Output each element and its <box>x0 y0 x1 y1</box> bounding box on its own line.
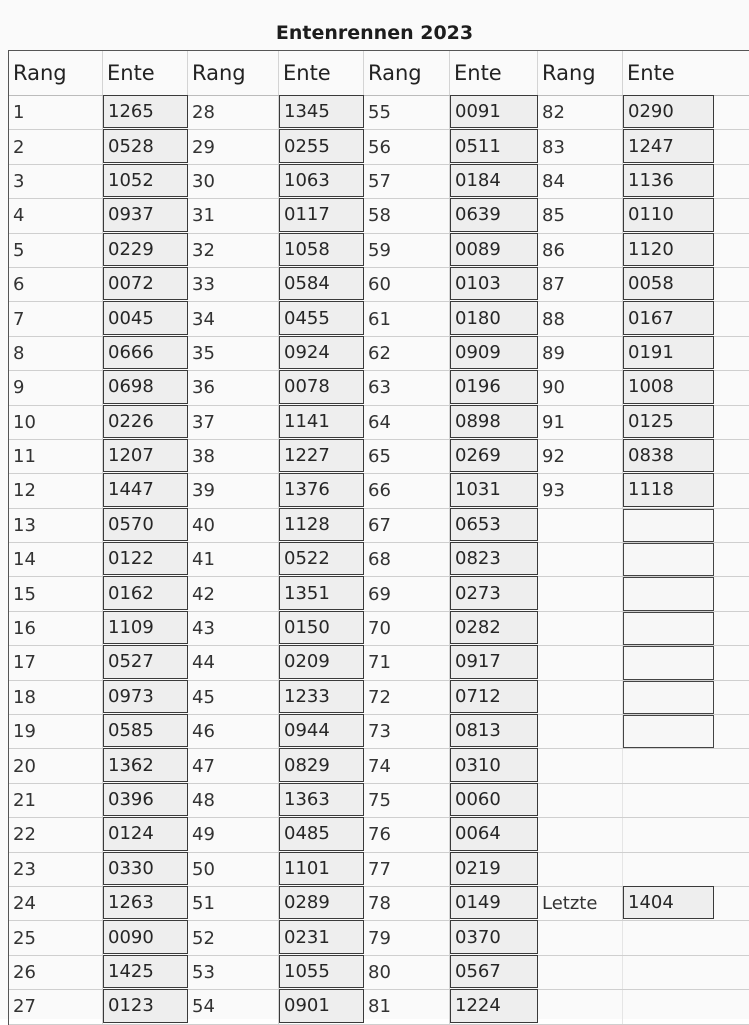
duck-number-cell: 0180 <box>450 301 538 334</box>
rank-cell: 65 <box>364 440 450 473</box>
duck-number-cell: 0124 <box>103 817 188 850</box>
rank-cell: 4 <box>9 199 103 232</box>
table-row <box>9 921 749 955</box>
rank-cell: 27 <box>9 990 103 1023</box>
rank-cell: 72 <box>364 681 450 714</box>
rank-cell: 30 <box>188 165 279 198</box>
duck-number-cell: 0485 <box>279 817 364 850</box>
rank-cell: 45 <box>188 681 279 714</box>
duck-number-cell: 0064 <box>450 817 538 850</box>
duck-number-cell: 0273 <box>450 576 538 609</box>
duck-number-cell: 1008 <box>623 370 714 403</box>
rank-cell: 37 <box>188 406 279 439</box>
duck-number-cell: 0898 <box>450 405 538 438</box>
rank-cell: 11 <box>9 440 103 473</box>
duck-number-cell: 1345 <box>279 95 364 128</box>
rank-cell: 54 <box>188 990 279 1023</box>
rank-cell: 51 <box>188 887 279 920</box>
duck-number-cell: 1031 <box>450 473 538 506</box>
table-row <box>9 681 749 715</box>
duck-number-cell: 0823 <box>450 542 538 575</box>
rank-cell: 63 <box>364 371 450 404</box>
duck-number-cell: 0226 <box>103 405 188 438</box>
duck-number-cell: 1207 <box>103 439 188 472</box>
duck-number-cell <box>623 681 714 714</box>
duck-number-cell: 1351 <box>279 576 364 609</box>
duck-number-cell <box>623 646 714 679</box>
rank-cell <box>538 543 623 576</box>
rank-cell: 83 <box>538 130 623 163</box>
rank-cell: 44 <box>188 646 279 679</box>
rank-cell: 68 <box>364 543 450 576</box>
duck-number-cell: 0117 <box>279 198 364 231</box>
rank-cell: 89 <box>538 337 623 370</box>
rank-cell: 91 <box>538 406 623 439</box>
rank-cell <box>538 646 623 679</box>
duck-number-cell <box>623 818 714 851</box>
rank-cell: 90 <box>538 371 623 404</box>
rank-cell: 73 <box>364 715 450 748</box>
rank-cell: 59 <box>364 234 450 267</box>
table-row <box>9 543 749 577</box>
rank-cell: 15 <box>9 577 103 610</box>
rank-cell: 25 <box>9 921 103 954</box>
rank-cell: 85 <box>538 199 623 232</box>
duck-number-cell: 1120 <box>623 233 714 266</box>
rank-cell: 33 <box>188 268 279 301</box>
rank-cell <box>538 921 623 954</box>
rank-cell: 71 <box>364 646 450 679</box>
rank-cell: 31 <box>188 199 279 232</box>
header-rang: Rang <box>188 51 279 95</box>
duck-number-cell: 1058 <box>279 233 364 266</box>
duck-number-cell: 0162 <box>103 576 188 609</box>
duck-number-cell: 0122 <box>103 542 188 575</box>
duck-number-cell: 0184 <box>450 164 538 197</box>
duck-number-cell: 0149 <box>450 886 538 919</box>
duck-number-cell: 0289 <box>279 886 364 919</box>
sheet-title: Entenrennen 2023 <box>275 22 474 44</box>
header-ente: Ente <box>279 51 364 95</box>
duck-number-cell: 0330 <box>103 852 188 885</box>
rank-cell: 56 <box>364 130 450 163</box>
rank-cell: 24 <box>9 887 103 920</box>
table-row <box>9 268 749 302</box>
duck-number-cell: 1128 <box>279 508 364 541</box>
duck-number-cell: 0125 <box>623 405 714 438</box>
rank-cell <box>538 749 623 782</box>
duck-number-cell: 0229 <box>103 233 188 266</box>
rank-cell <box>538 784 623 817</box>
duck-number-cell: 0231 <box>279 920 364 953</box>
rank-cell: 3 <box>9 165 103 198</box>
results-table <box>8 50 749 1025</box>
duck-number-cell <box>623 577 714 610</box>
table-row <box>9 646 749 680</box>
rank-cell: 77 <box>364 853 450 886</box>
header-ente: Ente <box>627 61 675 85</box>
rank-cell <box>538 818 623 851</box>
rank-cell <box>538 509 623 542</box>
duck-number-cell: 0639 <box>450 198 538 231</box>
duck-number-cell: 0813 <box>450 714 538 747</box>
duck-number-cell: 0110 <box>623 198 714 231</box>
duck-number-cell <box>623 543 714 576</box>
rank-cell: 40 <box>188 509 279 542</box>
rank-cell: 55 <box>364 96 450 129</box>
table-row <box>9 956 749 990</box>
rank-cell: 38 <box>188 440 279 473</box>
duck-number-cell: 1109 <box>103 611 188 644</box>
rank-cell: 49 <box>188 818 279 851</box>
duck-number-cell: 1362 <box>103 748 188 781</box>
rank-cell <box>538 715 623 748</box>
table-row <box>9 749 749 783</box>
rank-cell: 50 <box>188 853 279 886</box>
rank-cell: 21 <box>9 784 103 817</box>
rank-cell: 26 <box>9 956 103 989</box>
duck-number-cell: 0937 <box>103 198 188 231</box>
duck-number-cell: 1141 <box>279 405 364 438</box>
duck-number-cell: 0455 <box>279 301 364 334</box>
duck-number-cell <box>623 921 714 954</box>
rank-cell: 76 <box>364 818 450 851</box>
duck-number-cell <box>623 715 714 748</box>
duck-number-cell: 1425 <box>103 955 188 988</box>
duck-number-cell: 0045 <box>103 301 188 334</box>
duck-number-cell: 0584 <box>279 267 364 300</box>
table-row <box>9 715 749 749</box>
rank-cell: 10 <box>9 406 103 439</box>
rank-cell: 41 <box>188 543 279 576</box>
header-ente: Ente <box>103 51 188 95</box>
rank-cell: 43 <box>188 612 279 645</box>
duck-number-cell: 1363 <box>279 783 364 816</box>
rank-cell: 62 <box>364 337 450 370</box>
rank-cell: 75 <box>364 784 450 817</box>
duck-number-cell: 0712 <box>450 680 538 713</box>
duck-number-cell: 1118 <box>623 473 714 506</box>
rank-cell: 23 <box>9 853 103 886</box>
rank-cell: 36 <box>188 371 279 404</box>
rank-cell: 18 <box>9 681 103 714</box>
table-row <box>9 199 749 233</box>
duck-number-cell: 0089 <box>450 233 538 266</box>
header-rang: Rang <box>9 51 103 95</box>
rank-cell: 14 <box>9 543 103 576</box>
duck-number-cell: 0698 <box>103 370 188 403</box>
table-row <box>9 440 749 474</box>
rank-cell: 1 <box>9 96 103 129</box>
rank-cell: 52 <box>188 921 279 954</box>
duck-number-cell <box>623 956 714 989</box>
duck-number-cell: 1233 <box>279 680 364 713</box>
duck-number-cell: 0511 <box>450 129 538 162</box>
table-row <box>9 887 749 921</box>
rank-cell <box>538 853 623 886</box>
duck-number-cell: 0103 <box>450 267 538 300</box>
duck-number-cell <box>623 612 714 645</box>
table-row <box>9 577 749 611</box>
duck-number-cell: 0829 <box>279 748 364 781</box>
rank-cell: 20 <box>9 749 103 782</box>
rank-cell: 48 <box>188 784 279 817</box>
rank-cell: 80 <box>364 956 450 989</box>
duck-number-cell: 0123 <box>103 989 188 1022</box>
rank-cell: 6 <box>9 268 103 301</box>
duck-number-cell: 0666 <box>103 336 188 369</box>
rank-cell: 16 <box>9 612 103 645</box>
rank-cell: 67 <box>364 509 450 542</box>
rank-cell: 13 <box>9 509 103 542</box>
duck-number-cell: 0290 <box>623 95 714 128</box>
duck-number-cell: 1227 <box>279 439 364 472</box>
rank-cell: 9 <box>9 371 103 404</box>
rank-cell: 78 <box>364 887 450 920</box>
rank-cell: 35 <box>188 337 279 370</box>
rank-cell: 7 <box>9 302 103 335</box>
duck-number-cell <box>623 784 714 817</box>
table-row <box>9 818 749 852</box>
duck-number-cell: 0072 <box>103 267 188 300</box>
rank-cell <box>538 577 623 610</box>
duck-number-cell: 0585 <box>103 714 188 747</box>
header-rang: Rang <box>364 51 450 95</box>
rank-cell: 29 <box>188 130 279 163</box>
rank-cell: 28 <box>188 96 279 129</box>
duck-number-cell: 0282 <box>450 611 538 644</box>
table-row <box>9 165 749 199</box>
duck-number-cell: 0924 <box>279 336 364 369</box>
rank-cell: 8 <box>9 337 103 370</box>
rank-cell: 74 <box>364 749 450 782</box>
rank-cell: 82 <box>538 96 623 129</box>
duck-number-cell: 1265 <box>103 95 188 128</box>
duck-number-cell: 0570 <box>103 508 188 541</box>
duck-number-cell: 0370 <box>450 920 538 953</box>
rank-cell: 64 <box>364 406 450 439</box>
rank-cell: 22 <box>9 818 103 851</box>
rank-cell: 66 <box>364 474 450 507</box>
rank-cell: 93 <box>538 474 623 507</box>
duck-number-cell: 0060 <box>450 783 538 816</box>
duck-number-cell: 0090 <box>103 920 188 953</box>
duck-number-cell: 0396 <box>103 783 188 816</box>
rank-cell: 70 <box>364 612 450 645</box>
rank-cell: 47 <box>188 749 279 782</box>
duck-number-cell: 0078 <box>279 370 364 403</box>
duck-number-cell: 1404 <box>623 886 714 919</box>
rank-cell: 60 <box>364 268 450 301</box>
rank-cell: 79 <box>364 921 450 954</box>
table-row <box>9 406 749 440</box>
duck-number-cell: 0944 <box>279 714 364 747</box>
header-rang: Rang <box>538 51 623 95</box>
rank-cell: 2 <box>9 130 103 163</box>
table-row <box>9 371 749 405</box>
rank-cell: 86 <box>538 234 623 267</box>
rank-cell: 61 <box>364 302 450 335</box>
duck-number-cell: 1224 <box>450 989 538 1022</box>
duck-number-cell: 0567 <box>450 955 538 988</box>
duck-number-cell: 0527 <box>103 645 188 678</box>
rank-cell: 34 <box>188 302 279 335</box>
table-body <box>9 96 749 1025</box>
rank-cell <box>538 956 623 989</box>
table-row <box>9 96 749 130</box>
duck-number-cell: 0191 <box>623 336 714 369</box>
duck-number-cell: 0653 <box>450 508 538 541</box>
rank-cell: 46 <box>188 715 279 748</box>
duck-number-cell: 1247 <box>623 129 714 162</box>
duck-number-cell: 0522 <box>279 542 364 575</box>
duck-number-cell: 0909 <box>450 336 538 369</box>
rank-cell: Letzte <box>538 887 623 920</box>
rank-cell <box>538 612 623 645</box>
table-row <box>9 612 749 646</box>
duck-number-cell: 0973 <box>103 680 188 713</box>
table-row <box>9 474 749 508</box>
duck-number-cell: 1263 <box>103 886 188 919</box>
rank-cell: 12 <box>9 474 103 507</box>
duck-number-cell: 0255 <box>279 129 364 162</box>
rank-cell: 53 <box>188 956 279 989</box>
duck-number-cell: 1063 <box>279 164 364 197</box>
rank-cell: 17 <box>9 646 103 679</box>
table-row <box>9 234 749 268</box>
duck-number-cell <box>623 749 714 782</box>
rank-cell: 42 <box>188 577 279 610</box>
table-header-row <box>9 51 749 96</box>
duck-number-cell: 1136 <box>623 164 714 197</box>
duck-number-cell: 0209 <box>279 645 364 678</box>
rank-cell: 81 <box>364 990 450 1023</box>
table-row <box>9 302 749 336</box>
duck-number-cell: 0091 <box>450 95 538 128</box>
duck-number-cell: 0150 <box>279 611 364 644</box>
duck-number-cell: 0901 <box>279 989 364 1022</box>
duck-number-cell: 0310 <box>450 748 538 781</box>
duck-number-cell: 0528 <box>103 129 188 162</box>
table-row <box>9 990 749 1024</box>
rank-cell: 39 <box>188 474 279 507</box>
duck-number-cell <box>623 509 714 542</box>
duck-number-cell: 1376 <box>279 473 364 506</box>
rank-cell: 88 <box>538 302 623 335</box>
rank-cell: 32 <box>188 234 279 267</box>
rank-cell: 58 <box>364 199 450 232</box>
rank-cell: 69 <box>364 577 450 610</box>
duck-number-cell <box>623 853 714 886</box>
duck-number-cell: 0917 <box>450 645 538 678</box>
duck-number-cell: 1055 <box>279 955 364 988</box>
rank-cell: 19 <box>9 715 103 748</box>
duck-number-cell: 1052 <box>103 164 188 197</box>
rank-cell: 87 <box>538 268 623 301</box>
rank-cell: 92 <box>538 440 623 473</box>
duck-number-cell: 0167 <box>623 301 714 334</box>
table-row <box>9 337 749 371</box>
table-row <box>9 509 749 543</box>
rank-cell: 5 <box>9 234 103 267</box>
table-row <box>9 130 749 164</box>
rank-cell: 57 <box>364 165 450 198</box>
duck-number-cell: 0219 <box>450 852 538 885</box>
header-ente: Ente <box>450 51 538 95</box>
table-row <box>9 853 749 887</box>
duck-number-cell: 0196 <box>450 370 538 403</box>
duck-number-cell: 0269 <box>450 439 538 472</box>
duck-number-cell: 0058 <box>623 267 714 300</box>
rank-cell: 84 <box>538 165 623 198</box>
duck-number-cell: 1447 <box>103 473 188 506</box>
rank-cell <box>538 681 623 714</box>
table-row <box>9 784 749 818</box>
duck-number-cell: 1101 <box>279 852 364 885</box>
duck-number-cell: 0838 <box>623 439 714 472</box>
